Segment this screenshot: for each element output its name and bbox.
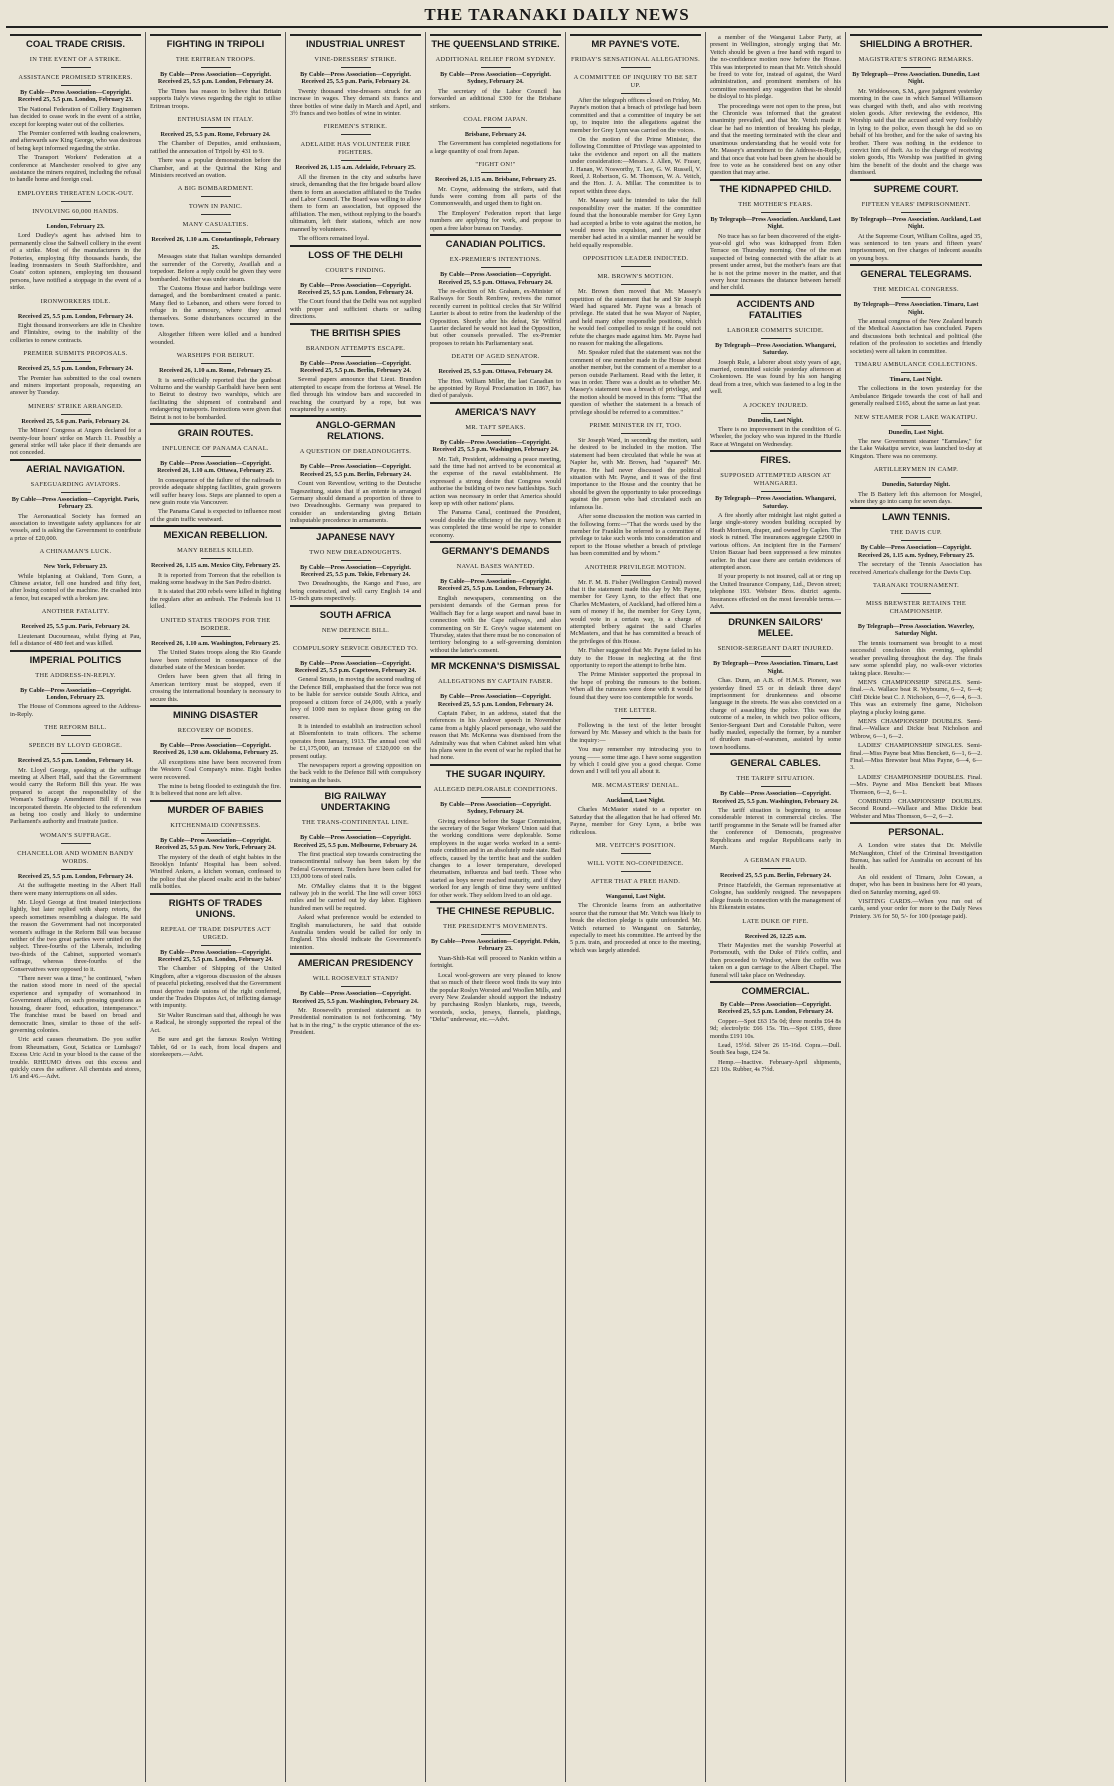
subheading: "FIGHT ON!" bbox=[430, 161, 561, 173]
dateline: Brisbane, February 24. bbox=[464, 131, 527, 139]
paragraph: Several papers announce that Lieut. Brandon attempted to escape from the fortress at Wesel. He fled through his window bars and succeeded in reaching the courtyard by a rope, but was recaptured by a sentry. bbox=[290, 376, 421, 413]
subheading: DEATH OF AGED SENATOR. bbox=[430, 353, 561, 365]
dateline: Received 25, 5.5 p.m. London, February 24. bbox=[17, 872, 134, 880]
subheading: THE TRANS-CONTINENTAL LINE. bbox=[290, 819, 421, 831]
paragraph: MEN'S CHAMPIONSHIP SINGLES. Semi-final.—A. Wallace beat R. Wybourne, 6—2, 6—4; Cliff Dickie beat C. J. Nicholson, 6—7, 6—4, 6—3. This was an extremely fine game, Nicholson playing a plucky losing game. bbox=[850, 678, 982, 716]
paragraph: Yuan-Shih-Kai will proceed to Nankin within a fortnight. bbox=[430, 954, 561, 970]
dateline: By Cable—Press Association—Copyright. Received 25, 5.5 p.m. London, February 24. bbox=[437, 693, 554, 708]
subheading: MISS BREWSTER RETAINS THE CHAMPIONSHIP. bbox=[850, 600, 982, 620]
paragraph: Lead, 15½d. Silver 26 15-16d. Copra.—Dull. South Sea bags, £24 5s. bbox=[710, 1041, 841, 1057]
dateline: Received 25, 5.6 p.m. Paris, February 24. bbox=[21, 417, 130, 425]
paragraph: Two Dreadnoughts, the Kango and Fuso, are being constructed, and will carry English 14 and 15-inch guns respectively. bbox=[290, 580, 421, 603]
subheading: NEW STEAMER FOR LAKE WAKATIPU. bbox=[850, 414, 982, 426]
paragraph: Mr. Fisher suggested that Mr. Payne failed in his duty to the House in neglecting at the first opportunity to report the attempt to bribe him. bbox=[570, 647, 701, 669]
paragraph: Mr. F. M. B. Fisher (Wellington Central) moved that it the statement made this day by Mr. Payne, member for Grey Lynn, to the effect that one Charles McMasters, of Auckland, had offered him a sum of money if he, the member for Grey Lynn, would vote in a certain way, is a charge of attempted bribery against the said Charles McMasters, and that he has committed a breach of the privileges of this House. bbox=[570, 578, 701, 645]
subheading: COMPULSORY SERVICE OBJECTED TO. bbox=[290, 645, 421, 657]
subheading: ALLEGED DEPLORABLE CONDITIONS. bbox=[430, 786, 561, 798]
paragraph: The proceedings were not open to the press, but the Chronicle was informed that the greatest unanimity prevailed, and that Mr. Veitch made it clear he had no intention of breaking his pledge, and that the meeting terminated with the clear and unanimous understanding that he would vote for Mr. Massey's amendment to the Address-in-Reply, and that once that vote had been given he should be free to vote as he considered best on any other question that may arise. bbox=[710, 102, 841, 177]
subheading: LABORER COMMITS SUICIDE. bbox=[710, 327, 841, 339]
subheading: UNITED STATES TROOPS FOR THE BORDER. bbox=[150, 617, 281, 637]
subheading: MANY CASUALTIES. bbox=[150, 221, 281, 233]
paragraph: In consequence of the failure of the railroads to provide adequate shipping facilities, grain growers will suffer heavy loss. Steps are planned to open a new grain route via Vancouver. bbox=[150, 476, 281, 507]
dateline: Received 25, 5.5 p.m. Ottawa, February 24. bbox=[438, 368, 553, 376]
article-headline: JAPANESE NAVY bbox=[290, 527, 421, 543]
paragraph: Charles McMaster stated to a reporter on Saturday that the allegation that he had offered Mr. Payne, member for Grey Lynn, a bribe was ridiculous. bbox=[570, 806, 701, 836]
article-headline: ANGLO-GERMAN RELATIONS. bbox=[290, 415, 421, 442]
subheading: THE MOTHER'S FEARS. bbox=[710, 201, 841, 213]
dateline: By Cable—Press Association—Copyright. Sydney, February 24. bbox=[440, 71, 551, 86]
subheading: COAL FROM JAPAN. bbox=[430, 116, 561, 128]
article-headline: THE QUEENSLAND STRIKE. bbox=[430, 34, 561, 50]
article-headline: THE BRITISH SPIES bbox=[290, 323, 421, 339]
paragraph: a member of the Wanganui Labor Party, at present in Wellington, strongly urging that Mr. Veitch should be given a free hand with regard to the no-confidence motion now before the House. This was interpreted to mean that Mr. Veitch should be freed to vote for, instead of against, the Ward administration, and prominent members of his committee resented any suggestion that he should be disloyal to his pledge. bbox=[710, 34, 841, 101]
paragraph: The Court found that the Delhi was not supplied with proper and sufficient charts or sailing directions. bbox=[290, 298, 421, 321]
paragraph: Hemp.—Inactive. February-April shipments, £21 10s. Rubber, 4s 7½d. bbox=[710, 1058, 841, 1074]
subheading: ADDITIONAL RELIEF FROM SYDNEY. bbox=[430, 56, 561, 68]
paragraph: The first practical step towards constructing the transcontinental railway has been taken by the Federal Government. Tenders have been called for 133,000 tons of steel rails. bbox=[290, 850, 421, 881]
dateline: By Cable—Press Association—Copyright. Received 26, 1.30 a.m. Oklahoma, February 25. bbox=[152, 741, 279, 757]
article-headline: CANADIAN POLITICS. bbox=[430, 234, 561, 250]
subheading: INFLUENCE OF PANAMA CANAL. bbox=[150, 445, 281, 457]
paragraph: MEN'S CHAMPIONSHIP DOUBLES. Semi-final.—Wallace and Dickie beat Nicholson and Wibrow, 6—1, 6—2. bbox=[850, 717, 982, 740]
subheading: A COMMITTEE OF INQUIRY TO BE SET UP. bbox=[570, 74, 701, 94]
paragraph: Twenty thousand vine-dressers struck for an increase in wages. They demand six francs and three bottles of wine daily in March and April, and 3½ francs and two bottles of wine in winter. bbox=[290, 87, 421, 118]
dateline: By Cable—Press Association—Copyright. Sydney, February 24. bbox=[440, 800, 551, 816]
subheading: TIMARU AMBULANCE COLLECTIONS. bbox=[850, 361, 982, 373]
paragraph: Count von Reventlow, writing to the Deutsche Tageszeitung, states that if an entente is arranged Germany should demand a proportion of three to two Dreadnoughts. Germany was prepared to consider an understanding giving Britain indisputable precedence in armaments. bbox=[290, 480, 421, 525]
article-headline: AERIAL NAVIGATION. bbox=[10, 459, 141, 475]
subheading: SUPPOSED ATTEMPTED ARSON AT WHANGAREI. bbox=[710, 472, 841, 492]
subheading: EX-PREMIER'S INTENTIONS. bbox=[430, 256, 561, 268]
subheading: MR. VEITCH'S POSITION. bbox=[570, 842, 701, 854]
paragraph: Lord Dudley's agent has advised him to permanently close the Saltwell colliery in the event of a strike. Most of the manufacturers in the Potteries, employing fifty thousands hands, the leading ironmasters in South Staffordshire, and Coats' cotton spinners, employing ten thousand persons, have notified a stoppage in the event of a strike. bbox=[10, 232, 141, 292]
paragraph: Altogether fifteen were killed and a hundred wounded. bbox=[150, 331, 281, 346]
dateline: By Cable—Press Association—Copyright. Received 25, 5.5 p.m. Melbourne, February 24. bbox=[293, 834, 418, 849]
paragraph: The Transport Workers' Federation at a conference at Manchester resolved to give any assistance the miners required, including the refusal to handle home and foreign coal. bbox=[10, 154, 141, 184]
article-headline: MEXICAN REBELLION. bbox=[150, 525, 281, 541]
subheading: TARANAKI TOURNAMENT. bbox=[850, 582, 982, 594]
paragraph: Orders have been given that all firing in American territory must be stopped, even if crossing the international boundary is necessary to secure this. bbox=[150, 673, 281, 703]
subheading: MANY REBELS KILLED. bbox=[150, 547, 281, 559]
columns-container bbox=[6, 32, 1108, 1782]
paragraph: Joseph Rule, a laborer about sixty years of age, married, committed suicide yesterday afternoon at Crokentown. He was found by his son hanging dead from a tree, which was fastened to a log in the well. bbox=[710, 358, 841, 396]
dateline: Received 25, 5.5 p.m. Paris, February 24. bbox=[21, 623, 130, 631]
dateline: Received 25, 5.5 p.m. London, February 14. bbox=[17, 757, 134, 765]
dateline: Auckland, Last Night. bbox=[606, 796, 665, 804]
paragraph: It is semi-officially reported that the gunboat Volturno and the warship Garibaldi have been sent to Beirut to destroy two warships, which are facilitating the shipment of contraband and endangering transports. Instructions were given that Beirut is not to be bombarded. bbox=[150, 376, 281, 421]
article-headline: THE KIDNAPPED CHILD. bbox=[710, 179, 841, 195]
article-headline: MR MCKENNA'S DISMISSAL bbox=[430, 656, 561, 672]
subheading: TWO NEW DREADNOUGHTS. bbox=[290, 549, 421, 561]
paragraph: It is intended to establish an instruction school at Bloemfontein to train officers. The scheme operates from January, 1913. The annual cost will be £1,175,000, an increase of £320,000 on the present outlay. bbox=[290, 722, 421, 760]
dateline: Dunedin, Last Night. bbox=[888, 428, 944, 436]
article-headline: GRAIN ROUTES. bbox=[150, 423, 281, 439]
dateline: By Cable—Press Association—Copyright. Received 25, 5.5 p.m. Ottawa, February 24. bbox=[438, 271, 553, 286]
paragraph: Prince Hatzfeldt, the German representative at Cologne, has suddenly resigned. The newspapers allege frauds in connection with the management of his Eikenstein estates. bbox=[710, 881, 841, 912]
paragraph: The Government has completed negotiations for a large quantity of coal from Japan. bbox=[430, 140, 561, 155]
dateline: By Telegraph—Press Association. Whangarei, Saturday. bbox=[715, 495, 836, 510]
article-headline: GERMANY'S DEMANDS bbox=[430, 541, 561, 557]
subheading: ALLEGATIONS BY CAPTAIN FABER. bbox=[430, 678, 561, 690]
paragraph: The Panama Canal is expected to influence most of the grain traffic westward. bbox=[150, 508, 281, 523]
dateline: By Cable—Press Association—Copyright. Received 25, 5.5 p.m. Washington, February 24. bbox=[292, 990, 419, 1005]
paragraph: General Smuts, in moving the second reading of the Defence Bill, emphasised that the force was not to be liable for service outside South Africa, and proposed a citizen force of 24,000, with a yearly levy of 1000 men to replace those going on the reserve. bbox=[290, 676, 421, 721]
subheading: NEW DEFENCE BILL. bbox=[290, 627, 421, 639]
article-headline: LOSS OF THE DELHI bbox=[290, 245, 421, 261]
paragraph: After the telegraph offices closed on Friday, Mr. Payne's motion that a breach of privilege had been committed and that a committee of inquiry be set up, to inquire into the allegations against the member for Grey Lynn was carried on the voices. bbox=[570, 97, 701, 134]
paragraph: The Chronicle learns from an authoritative source that the rumour that Mr. Veitch was likely to break the election pledge is quite unfounded. Mr. Veitch returned to Wanganui on Saturday, especially to meet his committee. He arrived by the 5 p.m. train, and proceeded at once to the meeting, which was largely attended. bbox=[570, 902, 701, 954]
paragraph: The Times has reason to believe that Britain supports Italy's views regarding the right to utilise Eritrean troops. bbox=[150, 87, 281, 110]
article-headline: MR PAYNE'S VOTE. bbox=[570, 34, 701, 50]
subheading: MINERS' STRIKE ARRANGED. bbox=[10, 403, 141, 415]
subheading: FIFTEEN YEARS' IMPRISONMENT. bbox=[850, 201, 982, 213]
column-2 bbox=[146, 32, 286, 1782]
subheading: THE REFORM BILL. bbox=[10, 724, 141, 736]
paragraph: A London wire states that Dr. Melville McNaughton, Chief of the Criminal Investigation Bureau, has sailed for Australia on account of his health. bbox=[850, 842, 982, 872]
paragraph: The new Government steamer "Earnslaw," for the Lake Wakatipu service, was launched to-day at Kingston. There was no ceremony. bbox=[850, 438, 982, 460]
paragraph: The officers remained loyal. bbox=[298, 235, 370, 243]
paragraph: Lieutenant Ducourneau, whilst flying at Pau, fell a distance of 480 feet and was killed. bbox=[10, 632, 141, 648]
column-1 bbox=[6, 32, 146, 1782]
dateline: By Cable—Press Association—Copyright. Paris, February 23. bbox=[11, 495, 140, 511]
article-headline: LAWN TENNIS. bbox=[850, 507, 982, 523]
dateline: By Cable—Press Association—Copyright. Received 25, 5.5 p.m. Paris, February 24. bbox=[300, 71, 411, 86]
article-headline: DRUNKEN SAILORS' MELEE. bbox=[710, 612, 841, 639]
column-3 bbox=[286, 32, 426, 1782]
subheading: NAVAL BASES WANTED. bbox=[430, 563, 561, 575]
paragraph: All the firemen in the city and suburbs have struck, demanding that the fire brigade board allow them to form an association affiliated to the Trades and Labor Council. The Board was willing to allow them to form an association, but opposed the affiliation. The men, without replying to the board's ultimatum, left their stations, which are now manned by volunteers. bbox=[290, 173, 421, 233]
article-headline: AMERICA'S NAVY bbox=[430, 402, 561, 418]
dateline: By Cable—Press Association—Copyright. Received 25, 5.5 p.m. London, February 23. bbox=[17, 89, 134, 104]
dateline: By Cable—Press Association—Copyright. Received 25, 5.5 p.m. Berlin, February 24. bbox=[299, 463, 411, 478]
dateline: By Cable—Press Association—Copyright. Received 25, 5.5 p.m. Washington, February 24. bbox=[432, 438, 559, 454]
dateline: By Cable—Press Association—Copyright. Received 25, 5.5 p.m. London, February 24. bbox=[437, 578, 554, 593]
paragraph: The secretary of the Labor Council has forwarded an additional £300 for the Brisbane strikers. bbox=[430, 87, 561, 110]
article-headline: MINING DISASTER bbox=[150, 705, 281, 721]
dateline: By Telegraph—Press Association. Timaru, Last Night. bbox=[713, 660, 838, 675]
dateline: New York, February 23. bbox=[43, 563, 108, 571]
paragraph: The Hon. William Miller, the last Canadian to be appointed by Royal Proclamation in 1867, has died of paralysis. bbox=[430, 377, 561, 400]
paragraph: The Premier conferred with leading coalowners, and afterwards saw King George, who was desirous of being kept informed regarding the strike. bbox=[10, 130, 141, 152]
paragraph: There is no improvement in the condition of G. Wheeler, the jockey who was injured in the Hurdle Race at Wingatui on Wednesday. bbox=[710, 426, 841, 448]
dateline: Received 26, 1.15 a.m. Brisbane, February 25. bbox=[435, 176, 556, 184]
paragraph: The Aeronautical Society has formed an association to investigate safety appliances for air vessels, and is asking the Government to contribute a prize of £20,000. bbox=[10, 512, 141, 542]
subheading: THE ERITREAN TROOPS. bbox=[150, 56, 281, 68]
dateline: Received 26, 1.15 a.m. Adelaide, February 25. bbox=[295, 164, 416, 172]
subheading: RECOVERY OF BODIES. bbox=[150, 727, 281, 739]
subheading: INVOLVING 60,000 HANDS. bbox=[10, 208, 141, 220]
subheading: WARSHIPS FOR BEIRUT. bbox=[150, 352, 281, 364]
paragraph: LADIES' CHAMPIONSHIP SINGLES. Semi-final.—Miss Payne beat Miss Benckett, 6—1, 6—2. Final.—Miss Brewster beat Miss Payne, 6—4, 6—3. bbox=[850, 742, 982, 772]
paragraph: After some discussion the motion was carried in the following form:—"That the words used by the member for Franklin be referred to a committee of privilege to take such words into consideration and report to the House whether a breach of privilege has been committed and by whom." bbox=[570, 513, 701, 558]
subheading: OPPOSITION LEADER INDICTED. bbox=[570, 255, 701, 267]
paragraph: The mystery of the death of eight babies in the Brooklyn Infants' Hospital has been solved. Winifred Ankers, a kitchen woman, confessed to the police that she placed oxalic acid in the babies' milk bottles. bbox=[150, 853, 281, 891]
dateline: Received 26, 1.10 a.m. Constantinople, February 25. bbox=[151, 236, 280, 251]
subheading: KITCHENMAID CONFESSES. bbox=[150, 822, 281, 834]
article-headline: RIGHTS OF TRADES UNIONS. bbox=[150, 893, 281, 920]
article-headline: FIGHTING IN TRIPOLI bbox=[150, 34, 281, 50]
article-headline: SHIELDING A BROTHER. bbox=[850, 34, 982, 50]
paragraph: Giving evidence before the Sugar Commission, the secretary of the Sugar Workers' Union said that the working conditions were deplorable. Some employees in the sugar works worked in a semi-nude condition and in an absolutely nude state. Bad effects, caused by the terrific heat and the sudden changes to a lower temperature, developed rheumatism, influenza and bad teeth. Those who started as boys never reached maturity, and if they worked for any length of time they were unfitted for other work. They seldom lived to an old age. bbox=[430, 817, 561, 899]
subheading: MAGISTRATE'S STRONG REMARKS. bbox=[850, 56, 982, 68]
article-headline: SOUTH AFRICA bbox=[290, 605, 421, 621]
paragraph: Mr. O'Malley claims that it is the biggest railway job in the world. The line will cover 1063 miles and be carried out by day labor. Eighteen hundred men will be required. bbox=[290, 882, 421, 912]
column-5 bbox=[566, 32, 706, 1782]
subheading: AFTER THAT A FREE HAND. bbox=[570, 878, 701, 890]
subheading: MR. MCMASTERS' DENIAL. bbox=[570, 782, 701, 794]
article-headline: GENERAL TELEGRAMS. bbox=[850, 264, 982, 280]
dateline: Wanganui, Last Night. bbox=[605, 892, 666, 900]
subheading: FRIDAY'S SENSATIONAL ALLEGATIONS. bbox=[570, 56, 701, 68]
paragraph: The tariff situation is beginning to arouse considerable interest in commercial circles. The tariff programme in the Senate will be framed after the conference of Democrats, progressive Republicans and regular Republicans early in March. bbox=[710, 807, 841, 852]
column-7 bbox=[846, 32, 986, 1782]
article-headline: AMERICAN PRESIDENCY bbox=[290, 953, 421, 969]
paragraph: The newspapers report a growing opposition on the back veldt to the Defence Bill with compulsory training as the basis. bbox=[290, 761, 421, 784]
dateline: Received 26, 12.25 a.m. bbox=[744, 932, 807, 940]
paragraph: There was a popular demonstration before the Chamber, and at the Quirinal the King and Ministers received an ovation. bbox=[150, 157, 281, 180]
paragraph: Asked what preference would be extended to English manufacturers, he said that outside Australia tenders would be called for only in England. This should indicate the Government's intention. bbox=[290, 914, 421, 951]
paragraph: The United States troops along the Rio Grande have been reinforced in consequence of the disturbed state of the Mexican border. bbox=[150, 649, 281, 671]
paragraph: The National Federation of Colliery Enginemen has decided to cease work in the event of a strike, except for keeping water out of the collieries. bbox=[10, 105, 141, 128]
subheading: EMPLOYERS THREATEN LOCK-OUT. bbox=[10, 190, 141, 202]
subheading: ARTILLERYMEN IN CAMP. bbox=[850, 466, 982, 478]
paragraph: It is stated that 200 rebels were killed in fighting the regulars after an ambush. The Federals lost 11 killed. bbox=[150, 588, 281, 611]
paragraph: The annual congress of the New Zealand branch of the Medical Association has concluded. Papers and discussions both technical and political (the relation of the profession to societies and friendly societies) were all taken in committee. bbox=[850, 317, 982, 355]
dateline: Received 26, 1.10 a.m. Washington, February 25. bbox=[151, 639, 280, 647]
paragraph: "There never was a time," he continued, "when the nation stood more in need of the special experience and sympathy of womanhood in Government affairs, on such pressing questions as housing, dearer food, education, intemperance." The franchise must be based on broad and democratic lines, similar to those of the self-governing colonies. bbox=[10, 975, 141, 1034]
subheading: ASSISTANCE PROMISED STRIKERS. bbox=[10, 74, 141, 86]
dateline: By Cable—Press Association—Copyright. Received 25, 5.5 p.m. Washington, February 24. bbox=[712, 790, 839, 805]
paragraph: The mine is being flooded to extinguish the fire. It is believed that none are left alive. bbox=[150, 782, 281, 798]
subheading: CHANCELLOR AND WOMEN BANDY WORDS. bbox=[10, 850, 141, 870]
subheading: SAFEGUARDING AVIATORS. bbox=[10, 481, 141, 493]
subheading: SENIOR-SERGEANT DART INJURED. bbox=[710, 645, 841, 657]
paragraph: VISITING CARDS.—When you run out of cards, send your order for more to the Daily News Printery. 3/6 for 50, 5/- for 100 (postage paid). bbox=[850, 898, 982, 920]
paragraph: The tennis tournament was brought to a most successful conclusion this evening, splendid weather prevailing throughout the day. The finals saw some splendid play, no walk-over victories taking place. Results:— bbox=[850, 639, 982, 677]
paragraph: LADIES' CHAMPIONSHIP DOUBLES. Final.—Mrs. Payne and Miss Benckett beat Misses Thomson, 6—2, 6—1. bbox=[850, 773, 982, 796]
subheading: A GERMAN FRAUD. bbox=[710, 857, 841, 869]
dateline: By Telegraph—Press Association. Dunedin, Last Night. bbox=[852, 71, 980, 86]
paragraph: The collections in the town yesterday for the Ambulance Brigade towards the cost of hall and generally realised £165, about the same as last year. bbox=[850, 385, 982, 408]
dateline: Received 26, 1.15 a.m. Mexico City, February 25. bbox=[150, 562, 281, 570]
dateline: By Cable—Press Association—Copyright. Received 25, 5.5 p.m. New York, February 24. bbox=[155, 836, 276, 852]
paragraph: All exceptions nine have been recovered from the Western Coal Company's mine. Eight bodies were recovered. bbox=[150, 758, 281, 781]
paragraph: Mr. Brown then moved that Mr. Massey's repetition of the statement that he and Sir Joseph Ward had squared Mr. Payne was a breach of privilege. He stated that he was Mayor of Napier, and held many other responsible positions, which he would feel compelled to resign if he could not refute the charges made against him. Mr. Payne had no reason for making the allegations. bbox=[570, 288, 701, 347]
paragraph: Following is the text of the letter brought forward by Mr. Massey and which is the basis for the inquiry:— bbox=[570, 722, 701, 744]
paragraph: Mr. Massey said he intended to take the full responsibility over the matter. If the committee found that the honourable member for Grey Lynn had accepted a bribe to vote against the motion, he would move his expulsion, and if any other member had acted in a similar manner he would be held equally responsible. bbox=[570, 197, 701, 249]
paragraph: Copper.—Spot £63 15s 0d; three months £64 8s 9d; electrolytic £66 15s. Tin.—Spot £195, three months £191 10s. bbox=[710, 1017, 841, 1040]
subheading: A CHINAMAN'S LUCK. bbox=[10, 548, 141, 560]
paragraph: The Chamber of Shipping of the United Kingdom, after a vigorous discussion of the abuses of peaceful picketing, resolved that the Government must deprive trade unions of the right conferred, under the Trades Disputes Act, of inflicting damage with impunity. bbox=[150, 965, 281, 1010]
paragraph: The secretary of the Tennis Association has received America's challenge for the Davis Cup. bbox=[850, 561, 982, 576]
paragraph: Mr. Lloyd George at first treated interjections lightly, but later replied with sharp retorts, the speech sometimes resembling a dialogue. He said the reason the Government had not incorporated women's suffrage in the Reform Bill was because neither of the two great parties were united on the subject. Three-fourths of the Liberals, including two-thirds of the Cabinet, supported woman's suffrage, whereas three-fourths of the Conservatives were opposed to it. bbox=[10, 899, 141, 973]
dateline: By Cable—Press Association—Copyright. Received 25, 5.5 p.m. London, February 24. bbox=[717, 1000, 834, 1016]
subheading: PRIME MINISTER IN IT, TOO. bbox=[570, 422, 701, 434]
paragraph: The Prime Minister supported the proposal in the hope of probing the rumours to the bottom. When all the rumours were done with it would be found that they were too contemptible for words. bbox=[570, 671, 701, 701]
subheading: WOMAN'S SUFFRAGE. bbox=[10, 832, 141, 844]
paragraph: The B Battery left this afternoon for Mosgiel, where they go into camp for seven days. bbox=[850, 490, 982, 506]
paragraph: Uric acid causes rheumatism. Do you suffer from Rheumatism, Gout, Sciatica or Lumbago? Excess Uric Acid in your blood is the cause of the trouble. RHEUMO drives out this excess and quickly cures the sufferer. All chemists and stores, 1/6 and 4/6.—Advt. bbox=[10, 1036, 141, 1081]
subheading: A QUESTION OF DREADNOUGHTS. bbox=[290, 448, 421, 460]
paragraph: English newspapers, commenting on the persistent demands of the German press for Walfisch Bay for a large seaport and naval base in connection with the Cape railways, and also commenting on Sir E. Grey's vague statement on Thursday, states that there must be no concession of territory belonging to a self-governing dominion without the latter's consent. bbox=[430, 594, 561, 654]
paragraph: On the motion of the Prime Minister, the following Committee of Privilege was appointed to take the evidence and report on all the matters under consideration:—Messrs. J. Allen, W. Fraser, J. Hanan, W. Nosworthy, T. Lee, G. W. Russell, V. Reed, J. Robertson, G. M. Thomson, W. A. Veitch, and the Hon. J. A. Millar. The committee is to report within three days. bbox=[570, 136, 701, 195]
paragraph: Captain Faber, in an address, stated that the references in his Andover speech in November came from a highly placed personage, who said the reason that Mr. McKenna was dismissed from the Admiralty was that when Cabinet asked him what his plans were in the event of war he replied that he had none. bbox=[430, 709, 561, 762]
paragraph: The Chamber of Deputies, amid enthusiasm, ratified the annexation of Tripoli by 431 to 9. bbox=[150, 140, 281, 155]
subheading: THE LETTER. bbox=[570, 707, 701, 719]
paragraph: The House of Commons agreed to the Address-in-Reply. bbox=[10, 703, 141, 718]
paragraph: You may remember my introducing you to young —— some time ago. I have some suggestion by which I could give you a good cheque. Come down and I will tell you all about it. bbox=[570, 746, 701, 776]
article-headline: BIG RAILWAY UNDERTAKING bbox=[290, 786, 421, 813]
dateline: By Telegraph—Press Association. Timaru, Last Night. bbox=[853, 301, 979, 316]
article-headline: INDUSTRIAL UNREST bbox=[290, 34, 421, 50]
subheading: ANOTHER PRIVILEGE MOTION. bbox=[570, 564, 701, 576]
dateline: By Telegraph—Press Association. Waverley, Saturday Night. bbox=[857, 623, 975, 638]
paragraph: At the Supreme Court, William Collins, aged 35, was sentenced to ten years and fifteen years' imprisonment, on five charges of indecent assaults on young boys. bbox=[850, 232, 982, 262]
subheading: TOWN IN PANIC. bbox=[150, 203, 281, 215]
paragraph: Chas. Dunn, an A.B. of H.M.S. Pioneer, was yesterday fined £5 or in default three days' imprisonment for drunkenness and obscene language in the streets. He was also convicted on a charge of assaulting the police. This was the outcome of a melee, in which two police officers, Senior-Sergeant Dart and Constable Fulton, were badly mauled, especially the former, by a number of drunken man-of-warsmen, assisted by some town hoodlums. bbox=[710, 677, 841, 751]
article-headline: FIRES. bbox=[710, 450, 841, 466]
dateline: Dunedin, Last Night. bbox=[747, 416, 804, 424]
subheading: REPEAL OF TRADE DISPUTES ACT URGED. bbox=[150, 926, 281, 946]
subheading: MR. TAFT SPEAKS. bbox=[430, 424, 561, 436]
paragraph: Mr. Widdowson, S.M., gave judgment yesterday morning in the case in which Samuel Williamson was charged with theft, and also with receiving stolen goods. After reviewing the evidence, His Worship said that the accused acted very foolishly in lying to the police, even though he did so on behalf of his brother, and for the sake of saving his brother. There was nothing in the evidence to convict him of theft. As to the charge of receiving stolen goods, His Worship was justified in giving him the benefit of the doubt and the charge was dismissed. bbox=[850, 87, 982, 177]
subheading: ANOTHER FATALITY. bbox=[10, 608, 141, 620]
column-6 bbox=[706, 32, 846, 1782]
subheading: WILL VOTE NO-CONFIDENCE. bbox=[570, 860, 701, 872]
subheading: THE MEDICAL CONGRESS. bbox=[850, 286, 982, 298]
subheading: ADELAIDE HAS VOLUNTEER FIRE FIGHTERS. bbox=[290, 141, 421, 161]
dateline: By Cable—Press Association—Copyright. Received 25, 5.5 p.m. Capetown, February 24. bbox=[294, 659, 417, 675]
paragraph: While biplaning at Oakland, Tom Gunn, a Chinese aviator, fell one hundred and fifty feet, after losing control of the machine. He crashed into a fence, but escaped with a broken jaw. bbox=[10, 572, 141, 602]
dateline: By Telegraph—Press Association. Auckland, Last Night. bbox=[850, 215, 982, 231]
subheading: ENTHUSIASM IN ITALY. bbox=[150, 116, 281, 128]
paragraph: Mr. Taft, President, addressing a peace meeting, said the time had not arrived to be economical at the expense of the naval establishment. He expressed a strong desire that Congress would authorise the building of two new battleships. Such action was necessary in order that America should keep up with other nations' plans. bbox=[430, 455, 561, 508]
dateline: By Cable—Press Association—Copyright. Received 25, 5.5 p.m. London, February 24. bbox=[157, 948, 274, 964]
paragraph: Their Majesties met the warship Powerful at Portsmouth, with the Duke of Fife's coffin, and then proceeded to Windsor, where the coffin was taken on a gun carriage to the Albert Chapel. The funeral will take place on Wednesday. bbox=[710, 941, 841, 979]
dateline: By Cable—Press Association—Copyright. Pekin, February 23. bbox=[431, 938, 560, 953]
paragraph: Mr. Lloyd George, speaking at the suffrage meeting at Albert Hall, said that the Government would carry the Reform Bill this year. He was prepared to accept the responsibility of the Woman's Suffrage Amendment Bill if it was incorporated therein. He objected to the referendum as being too costly and likely to undermine Parliament's authority and frustrate justice. bbox=[10, 766, 141, 826]
subheading: WILL ROOSEVELT STAND? bbox=[290, 975, 421, 987]
dateline: Received 25, 5.5 p.m. London, February 24. bbox=[17, 365, 134, 373]
subheading: FIREMEN'S STRIKE. bbox=[290, 123, 421, 135]
dateline: Timaru, Last Night. bbox=[889, 375, 943, 383]
paragraph: Mr. Speaker ruled that the statement was not the comment of one member made in the House about another member, but the comment of a member to a person outside Parliament. Read with the letter, it was in order. There was a doubt as to whether Mr. Massey's statement was a breach of privilege, and the motion should be moved in this form: "That the question of whether the statement is a breach of privilege should be referred to a committee." bbox=[570, 349, 701, 416]
subheading: A JOCKEY INJURED. bbox=[710, 402, 841, 414]
subheading: PREMIER SUBMITS PROPOSALS. bbox=[10, 350, 141, 362]
dateline: By Cable—Press Association—Copyright. London, February 23. bbox=[20, 686, 131, 701]
dateline: By Cable—Press Association—Copyright. Received 25, 5.5 p.m. London, February 24. bbox=[157, 71, 274, 86]
paragraph: The Employers' Federation report that large numbers are applying for work, and propose to open a free labor bureau on Tuesday. bbox=[430, 209, 561, 232]
subheading: IN THE EVENT OF A STRIKE. bbox=[10, 56, 141, 68]
article-headline: THE SUGAR INQUIRY. bbox=[430, 764, 561, 780]
paragraph: The Customs House and harbor buildings were damaged, and the bombardment created a panic. Many fled to Lebanon, and others were forced to refuge in the armoury, where they armed themselves. Some disturbances occurred in the town. bbox=[150, 284, 281, 329]
subheading: THE PRESIDENT'S MOVEMENTS. bbox=[430, 923, 561, 935]
article-headline: GENERAL CABLES. bbox=[710, 753, 841, 769]
article-headline: IMPERIAL POLITICS bbox=[10, 650, 141, 666]
paragraph: Mr. Roosevelt's promised statement as to Presidential nomination is not forthcoming. "My hat is in the ring," is the cryptic utterance of the ex-President. bbox=[290, 1007, 421, 1037]
dateline: London, February 23. bbox=[46, 222, 105, 230]
dateline: By Cable—Press Association—Copyright. Received 26, 1.15 a.m. Sydney, February 25. bbox=[857, 544, 975, 559]
paragraph: Sir Walter Runciman said that, although he was a Radical, he strongly supported the repeal of the Act. bbox=[150, 1011, 281, 1034]
column-4 bbox=[426, 32, 566, 1782]
paragraph: It is reported from Torreon that the rebellion is making some headway in the San Pedro district. bbox=[150, 571, 281, 587]
subheading: THE DAVIS CUP. bbox=[850, 529, 982, 541]
paragraph: COMBINED CHAMPIONSHIP DOUBLES. Second Round.—Wallace and Miss Dickie beat Webster and Miss Thomson, 6—2, 6—2. bbox=[850, 798, 982, 820]
dateline: By Telegraph—Press Association. Auckland, Last Night. bbox=[710, 215, 841, 231]
article-headline: PERSONAL. bbox=[850, 822, 982, 838]
paragraph: Messages state that Italian warships demanded the surrender of the Corvetty, Availlah and a torpedoer. Before a reply could be given they were bombarded. Neither was under steam. bbox=[150, 253, 281, 283]
paragraph: No trace has so far been discovered of the eight-year-old girl who was kidnapped from Eden Terrace on Thursday morning. One of the men suspected of being connected with the affair is at present under arrest, but the mother's fears are that he is not the prime mover in the matter, and that every hour increases the distance between herself and her child. bbox=[710, 232, 841, 292]
dateline: By Cable—Press Association—Copyright. Received 25, 5.5 p.m. London, February 24. bbox=[297, 281, 414, 296]
paragraph: The re-election of Mr. Graham, ex-Minister of Railways for South Renfrew, revives the rumor recently current in political circles that Sir Wilfrid Laurier is about to retire from the leadership of the Opposition. Shortly after his defeat, Sir Wilfrid Laurier declared he would not lead the Opposition, but other counsels prevailed. The ex-Premier proposes to retain his Parliamentary seat. bbox=[430, 287, 561, 347]
paragraph: A fire shortly after midnight last night gutted a large single-storey wooden building occupied by Heath Morrison, draper, and owned by Caplen. The stock is ruined. The insurances aggregate £2900 in various offices. An incipient fire in the Farmers' Union Bazaar had been suppressed a few minutes earlier. In that case there are certain evidences of attempted arson. bbox=[710, 512, 841, 571]
dateline: By Cable—Press Association—Copyright. Received 25, 5.5 p.m. Berlin, February 24. bbox=[299, 359, 411, 374]
article-headline: COMMERCIAL. bbox=[710, 981, 841, 997]
article-headline: SUPREME COURT. bbox=[850, 179, 982, 195]
paragraph: Be sure and get the famous Roslyn Writing Tablet, 6d or 1s each, from local drapers and storekeepers.—Advt. bbox=[150, 1036, 281, 1058]
dateline: Received 25, 5.5 p.m. Rome, February 24. bbox=[160, 131, 271, 139]
dateline: Dunedin, Saturday Night. bbox=[881, 481, 951, 489]
subheading: COURT'S FINDING. bbox=[290, 267, 421, 279]
dateline: Received 26, 1.10 a.m. Rome, February 25. bbox=[159, 367, 272, 375]
article-headline: COAL TRADE CRISIS. bbox=[10, 34, 141, 50]
subheading: A BIG BOMBARDMENT. bbox=[150, 185, 281, 197]
subheading: SPEECH BY LLOYD GEORGE. bbox=[10, 742, 141, 754]
masthead: THE TARANAKI DAILY NEWS bbox=[6, 4, 1108, 28]
article-headline: THE CHINESE REPUBLIC. bbox=[430, 901, 561, 917]
subheading: THE TARIFF SITUATION. bbox=[710, 775, 841, 787]
paragraph: At the suffragette meeting in the Albert Hall there were many interruptions on all sides. bbox=[10, 882, 141, 897]
subheading: VINE-DRESSERS' STRIKE. bbox=[290, 56, 421, 68]
subheading: BRANDON ATTEMPTS ESCAPE. bbox=[290, 345, 421, 357]
paragraph: The Panama Canal, continued the President, would double the efficiency of the navy. When it was completed the time would be ripe to consider economy. bbox=[430, 509, 561, 539]
paragraph: The Premier has submitted to the coal owners and miners important proposals, requesting an answer by Tuesday. bbox=[10, 374, 141, 397]
paragraph: The Miners' Congress at Angers declared for a twenty-four hours' strike on March 11. Possibly a general strike will take place if their demands are not conceded. bbox=[10, 427, 141, 457]
subheading: THE ADDRESS-IN-REPLY. bbox=[10, 672, 141, 684]
dateline: By Telegraph—Press Association. Whangarei, Saturday. bbox=[715, 341, 836, 357]
paragraph: Mr. Coyne, addressing the strikers, said that funds were coming from all parts of the Commonwealth, and urged them to fight on. bbox=[430, 185, 561, 208]
paragraph: Sir Joseph Ward, in seconding the motion, said he desired to be included in the motion. The statement had been circulated that while he was at Napier he, with Mr. Brown, had "squared" Mr. Payne. He had never discussed the political situation with Mr. Payne, and it was of the first importance to the House and the country that he should be given the opportunity to take proceedings against the person who had circulated such an infamous lie. bbox=[570, 437, 701, 511]
paragraph: An old resident of Timaru, John Cowan, a draper, who has been in business here for 40 years, died on Saturday morning, aged 69. bbox=[850, 873, 982, 896]
dateline: Received 25, 5.5 p.m. London, February 24. bbox=[17, 312, 134, 320]
dateline: Received 25, 5.5 p.m. Berlin, February 24. bbox=[719, 872, 831, 880]
article-headline: MURDER OF BABIES bbox=[150, 800, 281, 816]
dateline: By Cable—Press Association—Copyright. Received 26, 1.10 a.m. Ottawa, February 25. bbox=[157, 460, 274, 475]
subheading: MR. BROWN'S MOTION. bbox=[570, 273, 701, 285]
subheading: IRONWORKERS IDLE. bbox=[10, 298, 141, 310]
paragraph: If your property is not insured, call at or ring up the United Insurance Company, Ltd., Devon street; telephone 193. Webster Bros. district agents. Insurances effected on the most favorable terms.—Advt. bbox=[710, 573, 841, 610]
subheading: LATE DUKE OF FIFE. bbox=[710, 918, 841, 930]
paragraph: Eight thousand ironworkers are idle in Cheshire and Flintshire, owing to the inability of the collieries to renew contracts. bbox=[10, 321, 141, 344]
paragraph: Local wool-growers are very pleased to know that so much of their fleece wool finds its way into the popular Roslyn Worsted and Woollen Mills, and every New Zealander should support the industry by purchasing Roslyn blankets, rugs, tweeds, worsteds, socks, jerseys, flannels, plaidings, "Delta" underwear, etc.—Advt. bbox=[430, 971, 561, 1024]
dateline: By Cable—Press Association—Copyright. Received 25, 5.5 p.m. Tokio, February 24. bbox=[300, 563, 411, 579]
article-headline: ACCIDENTS AND FATALITIES bbox=[710, 294, 841, 321]
